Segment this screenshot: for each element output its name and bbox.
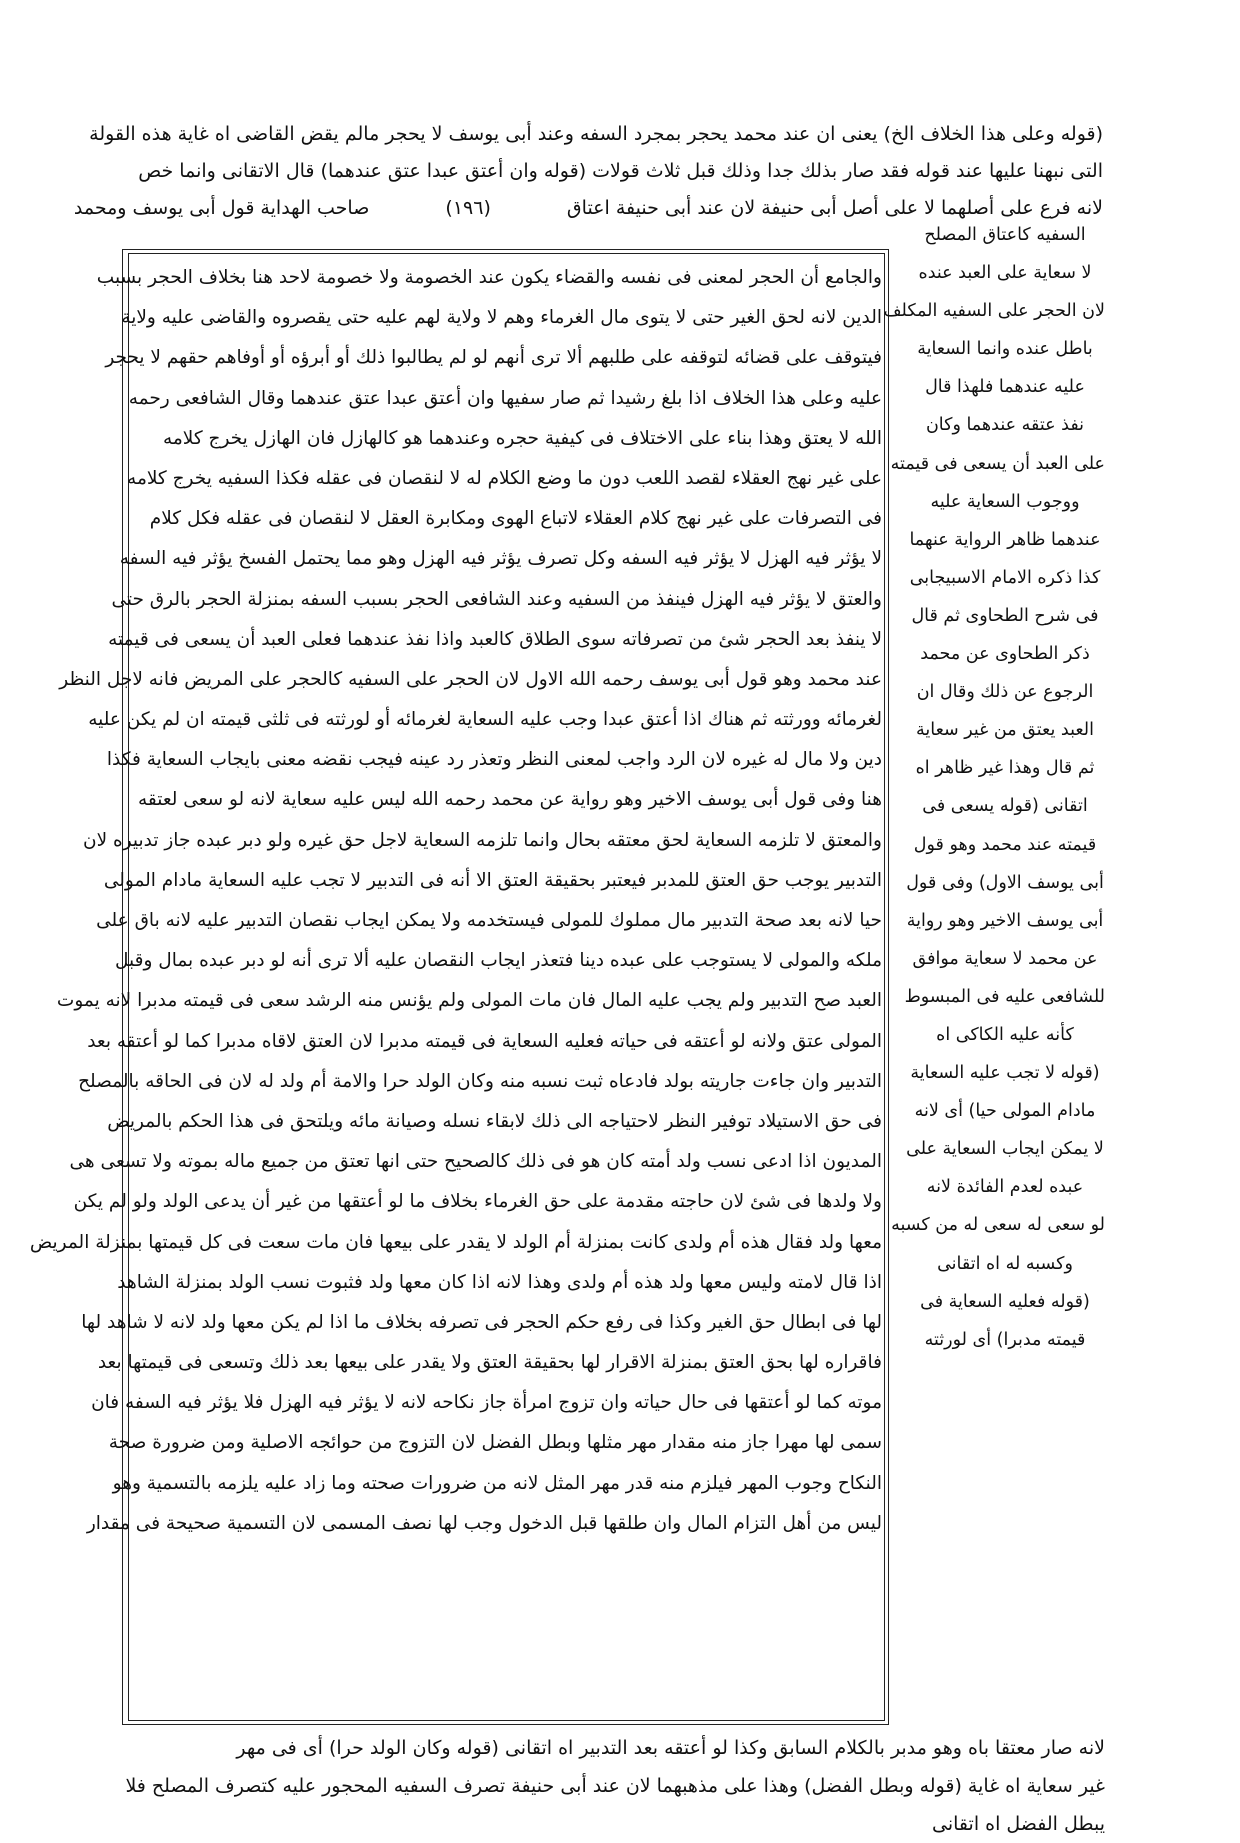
main-text-line: ليس من أهل التزام المال وان طلقها قبل الدخول وجب لها نصف المسمى لان التسمية صحيحة فى مقدار <box>86 1512 882 1534</box>
margin-gloss-line: عبده لعدم الفائدة لانه <box>926 1177 1084 1198</box>
page-footer-notes <box>125 1729 1105 1843</box>
footer-line: غير سعاية اه غاية (قوله وبطل الفضل) وهذا على مذهبهما لان عند أبى حنيفة تصرف السفيه المحجور عليه كتصرف المصلح فلا <box>125 1775 1105 1797</box>
main-text-line: هنا وفى قول أبى يوسف الاخير وهو رواية عن محمد رحمه الله ليس عليه سعاية لانه لو سعى لعتقه <box>137 789 882 811</box>
main-text-line: فيتوقف على قضائه لتوقفه على طلبهم ألا ترى أنهم لو لم يطالبوا ذلك أو أبرؤه أو أوفاهم حقهم لا يحجر <box>105 347 882 369</box>
main-text-line: عليه وعلى هذا الخلاف اذا بلغ رشيدا ثم صار سفيها وان أعتق عبدا عتق عندهما وقال الشافعى رحمه <box>128 387 882 409</box>
main-text-line: موته كما لو أعتقها فى حال حياته وان تزوج امرأة جاز نكاحه لانه لا يؤثر فيه الهزل فلا يؤثر فيه السفه فان <box>91 1392 882 1414</box>
header-line: التى نبهنا عليها عند قوله فقد صار بذلك جدا وذلك قبل ثلاث قولات (قوله وان أعتق عبدا عتق عندهما) قال الاتقانى وانما خص <box>138 160 1103 182</box>
main-text-line: سمى لها مهرا جاز منه مقدار مهر مثلها وبطل الفضل لان التزوج من حوائجه الاصلية ومن ضرورة صحة <box>108 1432 882 1454</box>
main-text-line: لغرمائه وورثته ثم هناك اذا أعتق عبدا وجب عليه السعاية لغرمائه أو لورثته فى ثلثى قيمته ان لم يكن عليه <box>88 709 882 731</box>
margin-gloss-line: عن محمد لا سعاية موافق <box>912 948 1098 969</box>
main-text-line: المديون اذا ادعى نسب ولد أمته كان هو فى ذلك كالصحيح حتى انها تعتق من جميع ماله بموته ولا تسعى هى <box>69 1151 882 1173</box>
main-text-line: والعتق لا يؤثر فيه الهزل فينفذ من السفيه وعند الشافعى الحجر بسبب السفه بمنزلة الحجر بالرق حتى <box>111 588 882 610</box>
header-line: لانه فرع على أصلهما لا على أصل أبى حنيفة لان عند أبى حنيفة اعتاق <box>566 197 1103 219</box>
page-header <box>73 116 1103 227</box>
margin-gloss-line: عندهما ظاهر الرواية عنهما <box>909 529 1101 550</box>
margin-gloss-line: كذا ذكره الامام الاسبيجابى <box>909 567 1101 588</box>
main-text-line: حيا لانه بعد صحة التدبير مال مملوك للمولى فيستخدمه ولا يمكن ايجاب نقصان التدبير عليه لانه باق على <box>96 910 882 931</box>
margin-gloss-line: العبد يعتق من غير سعاية <box>915 720 1095 741</box>
header-line: (قوله وعلى هذا الخلاف الخ) يعنى ان عند محمد يحجر بمجرد السفه وعند أبى يوسف لا يحجر مالم يقض القاضى اه غاية هذه القولة <box>89 123 1103 145</box>
margin-gloss-line: ووجوب السعاية عليه <box>930 491 1080 512</box>
main-text-line: ملكه والمولى لا يستوجب على عبده دينا فتعذر ايجاب النقصان عليه ألا ترى أنه لو دبر عبده بمال وقبل <box>115 950 882 972</box>
margin-gloss-line: قيمته عند محمد وهو قول <box>913 834 1097 855</box>
margin-gloss-line: للشافعى عليه فى المبسوط <box>904 986 1105 1007</box>
main-text-line: ولا ولدها فى شئ لان حاجته مقدمة على حق الغرماء بخلاف ما لو أعتقها من غير أن يدعى الولد ولو لم يكن <box>73 1191 882 1213</box>
margin-gloss-line: الرجوع عن ذلك وقال ان <box>916 682 1094 703</box>
main-text-line: التدبير يوجب حق العتق للمدبر فيعتبر بحقيقة العتق الا أنه فى التدبير لا تجب عليه السعاية مادام المولى <box>103 869 882 891</box>
margin-gloss-line: على العبد أن يسعى فى قيمته <box>890 453 1105 474</box>
footer-line: يبطل الفضل اه اتقانى <box>932 1813 1105 1835</box>
margin-gloss-line: مادام المولى حيا) أى لانه <box>914 1101 1096 1122</box>
main-text-line: النكاح وجوب المهر فيلزم منه قدر مهر المثل لانه من ضرورات صحته وما زاد عليه يلزمه بالتسمية وهو <box>112 1472 882 1494</box>
margin-gloss-line: لا يمكن ايجاب السعاية على <box>906 1139 1104 1160</box>
margin-gloss-line: أبى يوسف الاخير وهو رواية <box>906 910 1104 931</box>
margin-gloss-line: فى شرح الطحاوى ثم قال <box>911 605 1099 626</box>
margin-gloss-line: (قوله فعليه السعاية فى <box>920 1291 1090 1312</box>
margin-gloss-line: (قوله لا تجب عليه السعاية <box>910 1063 1100 1084</box>
page-number: (١٩٦) <box>445 197 491 219</box>
margin-gloss-line: ثم قال وهذا غير ظاهر اه <box>915 758 1095 779</box>
main-text-line: التدبير وان جاءت جاريته بولد فادعاه ثبت نسبه منه وكان الولد حرا والامة أم ولد له لان فى الحاقه بالمصلح <box>78 1070 882 1092</box>
main-text-line: الله لا يعتق وهذا بناء على الاختلاف فى كيفية حجره وعندهما هو كالهازل فان الهازل يخرج كلامه <box>162 427 882 449</box>
margin-gloss-line: لو سعى له سعى له من كسبه <box>891 1215 1105 1236</box>
main-text-line: فاقراره لها بحق العتق بمنزلة الاقرار لها بحقيقة العتق ولا يقدر على بيعها بعد ذلك وتسعى فى قيمتها بعد <box>97 1352 882 1374</box>
margin-gloss-line: اتقانى (قوله يسعى فى <box>922 796 1088 817</box>
main-text-line: لها فى ابطال حق الغير وكذا فى رفع حكم الحجر فى تصرفه بخلاف ما اذا لم يكن معها ولد لانه لا شاهد لها <box>81 1311 882 1333</box>
margin-gloss-line: قيمته مدبرا) أى لورثته <box>924 1329 1086 1350</box>
footer-line: لانه صار معتقا باه وهو مدبر بالكلام السابق وكذا لو أعتقه بعد التدبير اه اتقانى (قوله وكان الولد حرا) أى فى مهر <box>236 1737 1105 1759</box>
main-text-line: على غير نهج العقلاء لقصد اللعب دون ما وضع الكلام له لا لنقصان فى عقله فكذا السفيه يخرج كلامه <box>127 467 882 489</box>
main-text-line: والمعتق لا تلزمه السعاية لحق معتقه بحال وانما تلزمه السعاية لاجل حق غيره ولو دبر عبده جاز تدبيره لان <box>82 829 882 851</box>
main-text-line: معها ولد فقال هذه أم ولدى كانت بمنزلة أم الولد لا يقدر على بيعها فان مات سعت فى كل قيمتها بمنزلة المريض <box>29 1231 882 1253</box>
margin-gloss-column <box>883 216 1105 1359</box>
main-text-line: اذا قال لامته وليس معها ولد هذه أم ولدى وهذا لانه اذا كان معها ولد فثبوت نسب الولد بمنزلة الشاهد <box>117 1271 882 1293</box>
margin-gloss-line: أبى يوسف الاول) وفى قول <box>906 872 1104 893</box>
header-line: صاحب الهداية قول أبى يوسف ومحمد <box>73 197 370 219</box>
margin-gloss-line: عليه عندهما فلهذا قال <box>925 377 1085 398</box>
margin-gloss-line: باطل عنده وانما السعاية <box>917 339 1093 360</box>
main-text-line: عند محمد وهو قول أبى يوسف رحمه الله الاول لان الحجر على السفيه كالحجر على المريض فانه لاجل النظر <box>59 668 882 690</box>
main-text-line: لا ينفذ بعد الحجر شئ من تصرفاته سوى الطلاق كالعبد واذا نفذ عندهما فعلى العبد أن يسعى فى قيمته <box>108 628 882 650</box>
main-text-column <box>29 258 882 1544</box>
margin-gloss-line: لان الحجر على السفيه المكلف <box>883 301 1105 322</box>
main-text-line: العبد صح التدبير ولم يجب عليه المال فان مات المولى ولم يؤنس منه الرشد سعى فى قيمته مدبرا لانه يموت <box>56 990 882 1012</box>
margin-gloss-line: وكسبه له اه اتقانى <box>937 1253 1073 1274</box>
main-text-line: المولى عتق ولانه لو أعتقه فى حياته فعليه السعاية فى قيمته مدبرا لان العتق لاقاه مدبرا كما لو أعتقه بعد <box>87 1030 882 1052</box>
margin-gloss-line: كأنه عليه الكاكى اه <box>936 1024 1074 1045</box>
main-text-line: الدين لانه لحق الغير حتى لا يتوى مال الغرماء وهم لا ولاية لهم عليه حتى يقصروه والقاضى عليه ولاية <box>121 307 882 329</box>
margin-gloss-line: ذكر الطحاوى عن محمد <box>920 644 1090 665</box>
main-text-line: والجامع أن الحجر لمعنى فى نفسه والقضاء يكون عند الخصومة ولا خصومة لاحد هنا بخلاف الحجر بسبب <box>96 267 882 288</box>
main-text-line: فى حق الاستيلاد توفير النظر لاحتياجه الى ذلك لابقاء نسله وصيانة مائه ويلتحق فى هذا الحكم بالمريض <box>107 1110 882 1132</box>
margin-gloss-line: السفيه كاعتاق المصلح <box>924 225 1086 245</box>
main-text-line: دين ولا مال له غيره لان الرد واجب لمعنى النظر وتعذر رد عينه فيجب نقضه معنى بايجاب السعاية فكذا <box>106 749 882 771</box>
margin-gloss-line: لا سعاية على العبد عنده <box>918 263 1092 284</box>
main-text-line: لا يؤثر فيه الهزل لا يؤثر فيه السفه وكل تصرف يؤثر فيه الهزل وهو مما يحتمل الفسخ يؤثر فيه السفه <box>119 548 882 570</box>
main-text-line: فى التصرفات على غير نهج كلام العقلاء لاتباع الهوى ومكابرة العقل لا لنقصان فى عقله فكل كلام <box>149 508 882 530</box>
margin-gloss-line: نفذ عتقه عندهما وكان <box>925 415 1085 436</box>
